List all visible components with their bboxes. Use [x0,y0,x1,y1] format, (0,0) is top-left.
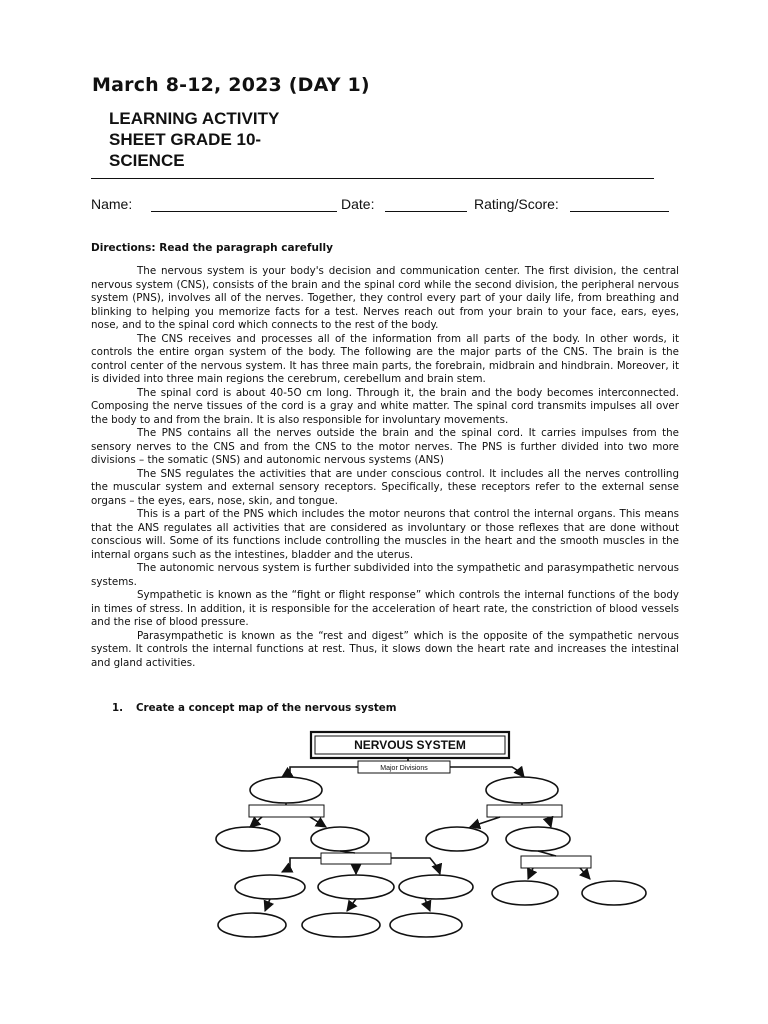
date-label: Date: [341,196,375,212]
directions: Directions: Read the paragraph carefully [91,242,333,254]
rating-label: Rating/Score: [474,196,559,212]
blank-node-ellipse[interactable] [399,875,473,899]
instruction-text: Create a concept map of the nervous system [136,702,397,714]
paragraph: The autonomic nervous system is further subdivided into the sympathetic and parasympathetic nervous systems. [91,562,679,588]
connector-arrow [470,817,500,827]
sheet-title-line-1: LEARNING ACTIVITY [109,109,280,128]
paragraph: The nervous system is your body's decision and communication center. The first division, the central nervous system (CNS), consists of the brain and the spinal cord while the second division, the peripheral nervous system (PNS), involves all of the nerves. Together, they control every part of your daily life, from breathing and blinking to helping you memorize facts for a test. Nerves reach out from your brain to your face, ears, eyes, nose, and to the spinal cord which connects to the rest of the body. [91,265,679,331]
connector-arrow [528,868,533,879]
connector-arrow [310,817,326,827]
paragraph: The PNS contains all the nerves outside the brain and the spinal cord. It carries impulses from the sensory nerves to the CNS and from the CNS to the motor nerves. The PNS is further divided into two more divisions – the somatic (SNS) and autonomic nervous systems (ANS) [91,427,679,466]
paragraph: Parasympathetic is known as the “rest and digest” which is the opposite of the sympathetic nervous system. It controls the internal functions at rest. Thus, it slows down the heart rate and increases the intestinal and gland activities. [91,629,679,669]
connector-arrow [548,817,551,827]
blank-node-ellipse[interactable] [390,913,462,937]
blank-node-ellipse[interactable] [216,827,280,851]
sheet-title-line-2: SHEET GRADE 10- [109,130,262,149]
blank-node-ellipse[interactable] [506,827,570,851]
paragraph: This is a part of the PNS which includes the motor neurons that control the internal organs. This means that the ANS regulates all activities that are considered as involuntary or those reflexes that are done without conscious will. Some of its functions include controlling the muscles in the heart and the smooth muscles in the internal organs such as the intestines, bladder and the uterus. [91,508,679,561]
paragraph: Sympathetic is known as the “fight or flight response” which controls the internal functions of the body in times of stress. In addition, it is responsible for the acceleration of heart rate, the constriction of blood vessels and the rise of blood pressure. [91,589,679,628]
paragraph: The spinal cord is about 40-5O cm long. Through it, the brain and the body becomes interconnected. Composing the nerve tissues of the cord is a gray and white matter. The spinal cord transmits impulses all over the body to and from the brain. It is also responsible for involuntary movements. [91,386,679,426]
connector-arrow [265,899,270,911]
blank-node-ellipse[interactable] [302,913,380,937]
blank-node-ellipse[interactable] [218,913,286,937]
blank-node-ellipse[interactable] [426,827,488,851]
connector-arrow [391,858,440,874]
major-divisions-label: Major Divisions [380,765,428,772]
blank-node-ellipse[interactable] [311,827,369,851]
blank-link-box[interactable] [521,856,591,868]
blank-node-ellipse[interactable] [582,881,646,905]
blank-link-box[interactable] [249,805,324,817]
blank-node-ellipse[interactable] [318,875,394,899]
concept-map-title: NERVOUS SYSTEM [354,738,466,752]
blank-link-box[interactable] [487,805,562,817]
connector-arrow [425,899,430,911]
connector-line [538,851,556,856]
blank-node-ellipse[interactable] [235,875,305,899]
connector-arrow-left [282,767,358,777]
sheet-title-line-3: SCIENCE [109,151,185,170]
blank-link-box[interactable] [321,853,391,864]
connector-arrow [282,858,321,872]
paragraph: The CNS receives and processes all of the information from all parts of the body. In other words, it controls the entire organ system of the body. The following are the major parts of the CNS. The brain is the control center of the nervous system. It has three main parts, the forebrain, midbrain and hindbrain. Moreover, it is divided into three main regions the cerebrum, cerebellum and brain stem. [91,332,679,385]
connector-arrow-right [450,767,524,777]
date-title: March 8-12, 2023 (DAY 1) [92,74,370,96]
paragraph: The SNS regulates the activities that are under conscious control. It includes all the nerves controlling the muscular system and external sensory receptors. Specifically, these receptors refer to the external sense organs – the eyes, ears, nose, skin, and tongue. [91,467,679,507]
blank-node-ellipse[interactable] [492,881,558,905]
name-label: Name: [91,196,133,212]
connector-arrow [250,817,262,827]
connector-arrow [347,899,356,911]
instruction-number: 1. [112,702,124,714]
blank-node-ellipse[interactable] [250,777,322,803]
connector-arrow [580,868,590,879]
blank-node-ellipse[interactable] [486,777,558,803]
